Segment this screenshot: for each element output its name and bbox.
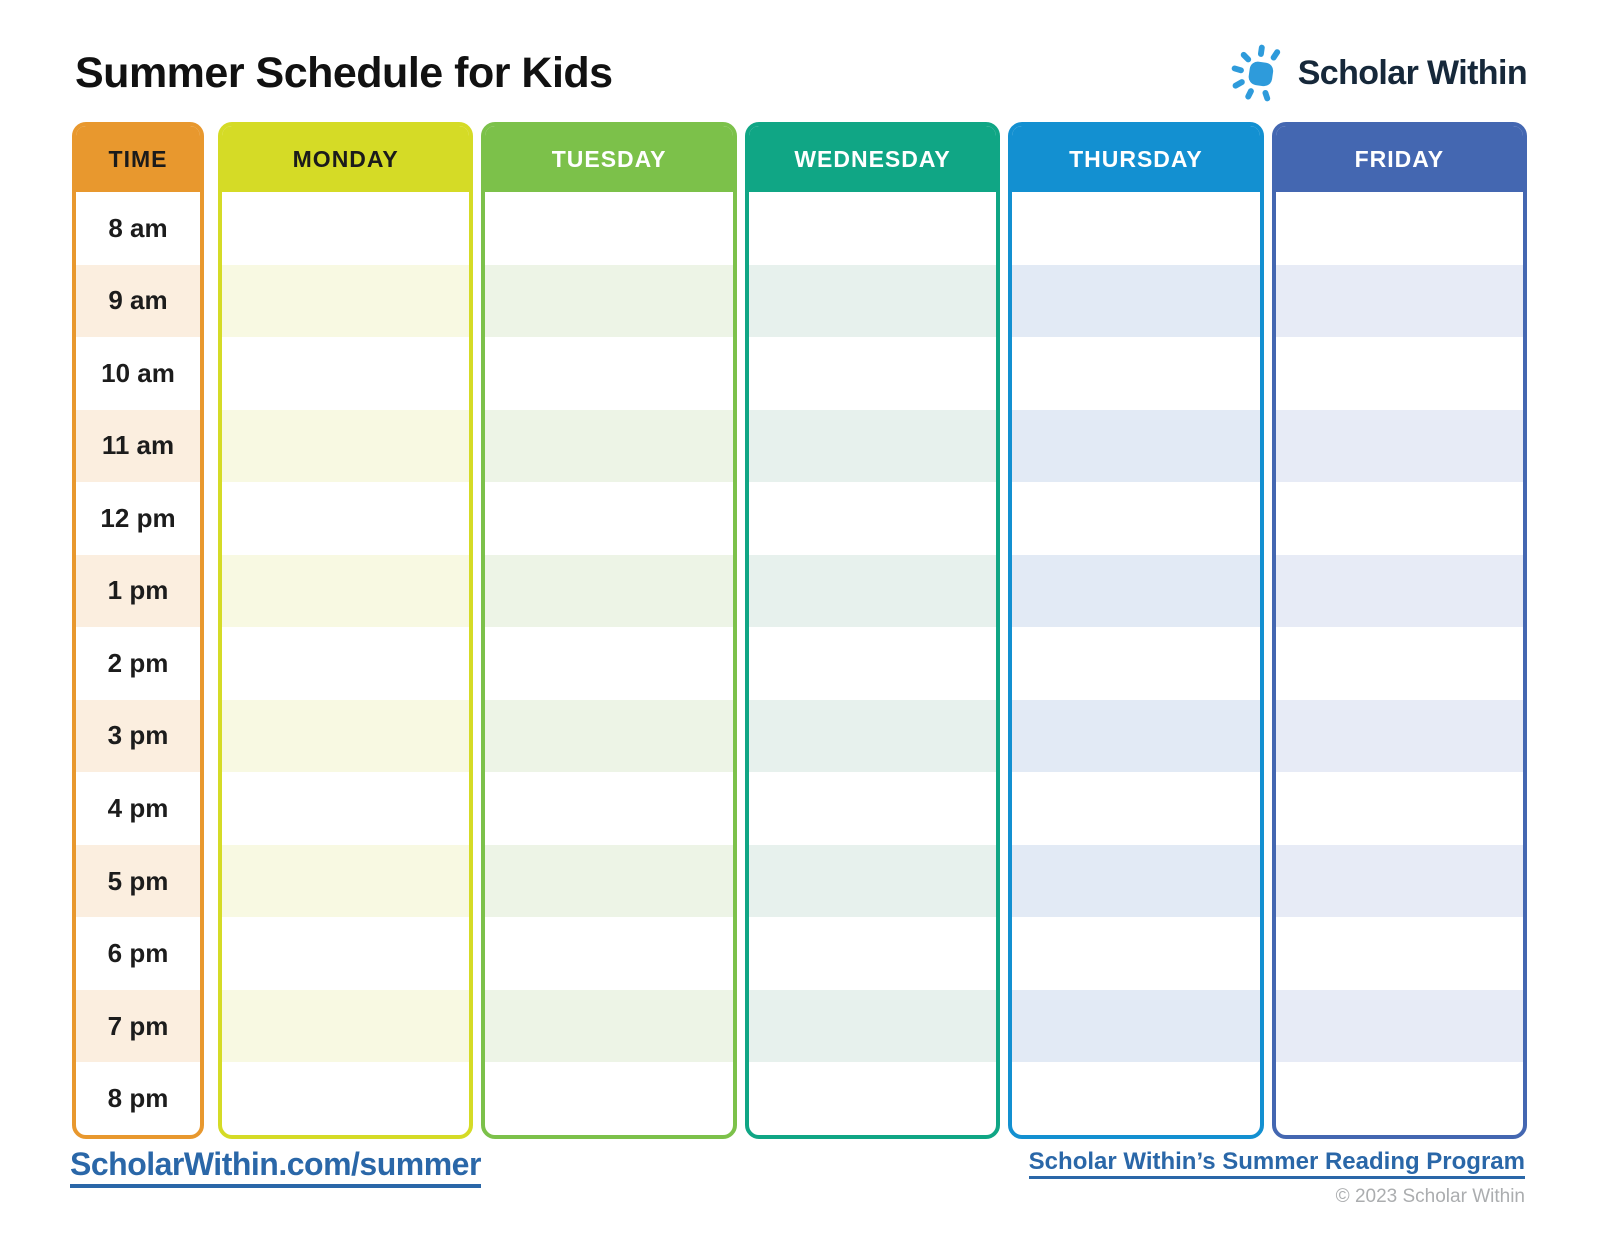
schedule-cell-tuesday-10: [485, 917, 732, 990]
schedule-cell-wednesday-4: [749, 482, 996, 555]
reading-program-link[interactable]: Scholar Within’s Summer Reading Program: [1029, 1148, 1525, 1179]
schedule-cell-thursday-4: [1012, 482, 1259, 555]
column-header-monday: MONDAY: [222, 126, 469, 192]
schedule-cell-tuesday-5: [485, 555, 732, 628]
schedule-cell-thursday-10: [1012, 917, 1259, 990]
page-title: Summer Schedule for Kids: [75, 48, 613, 97]
column-thursday: [1008, 122, 1263, 1139]
schedule-cell-thursday-2: [1012, 337, 1259, 410]
schedule-cell-wednesday-12: [749, 1062, 996, 1135]
schedule-cell-tuesday-11: [485, 990, 732, 1063]
top-bar: [75, 44, 1527, 102]
schedule-cell-wednesday-0: [749, 192, 996, 265]
column-tuesday: [481, 122, 736, 1139]
time-label-row: 8 pm: [107, 1083, 169, 1114]
schedule-cell-monday-0: [222, 192, 469, 265]
column-body-tuesday: [485, 192, 732, 1135]
time-label-row: 2 pm: [107, 647, 169, 678]
column-body-friday: [1276, 192, 1523, 1135]
schedule-cell-monday-7: [222, 700, 469, 773]
schedule-cell-monday-5: [222, 555, 469, 628]
time-label-row: 4 pm: [107, 793, 169, 824]
schedule-cell-friday-12: [1276, 1062, 1523, 1135]
schedule-cell-tuesday-8: [485, 772, 732, 845]
schedule-cell-tuesday-1: [485, 265, 732, 338]
schedule-cell-wednesday-6: [749, 627, 996, 700]
schedule-cell-wednesday-10: [749, 917, 996, 990]
sun-icon: [1231, 44, 1289, 102]
time-label-row: 5 pm: [76, 845, 200, 918]
schedule-cell-friday-0: [1276, 192, 1523, 265]
column-header-thursday: THURSDAY: [1012, 126, 1259, 192]
schedule-cell-tuesday-7: [485, 700, 732, 773]
schedule-cell-friday-6: [1276, 627, 1523, 700]
schedule-cell-friday-5: [1276, 555, 1523, 628]
schedule-cell-friday-7: [1276, 700, 1523, 773]
schedule-cell-tuesday-12: [485, 1062, 732, 1135]
brand-name: Scholar Within: [1297, 53, 1527, 92]
footer-right: [1029, 1148, 1525, 1208]
schedule-cell-thursday-0: [1012, 192, 1259, 265]
schedule-cell-thursday-9: [1012, 845, 1259, 918]
column-header-friday: FRIDAY: [1276, 126, 1523, 192]
schedule-cell-thursday-12: [1012, 1062, 1259, 1135]
schedule-cell-tuesday-4: [485, 482, 732, 555]
footer-left: [70, 1146, 481, 1183]
time-label-row: 12 pm: [100, 502, 176, 533]
schedule-cell-thursday-5: [1012, 555, 1259, 628]
time-label-row: 3 pm: [76, 700, 200, 773]
schedule-cell-wednesday-1: [749, 265, 996, 338]
schedule-cell-tuesday-6: [485, 627, 732, 700]
column-header-time: TIME: [76, 126, 200, 192]
schedule-cell-friday-1: [1276, 265, 1523, 338]
schedule-cell-friday-11: [1276, 990, 1523, 1063]
schedule-cell-thursday-11: [1012, 990, 1259, 1063]
schedule-cell-wednesday-11: [749, 990, 996, 1063]
schedule-cell-monday-3: [222, 410, 469, 483]
schedule-cell-tuesday-9: [485, 845, 732, 918]
schedule-cell-thursday-8: [1012, 772, 1259, 845]
schedule-cell-monday-8: [222, 772, 469, 845]
time-label-row: 11 am: [76, 410, 200, 483]
schedule-cell-friday-3: [1276, 410, 1523, 483]
brand-logo: [1231, 44, 1527, 102]
schedule-cell-tuesday-0: [485, 192, 732, 265]
summer-link[interactable]: ScholarWithin.com/summer: [70, 1146, 481, 1188]
time-label-row: 1 pm: [76, 555, 200, 628]
time-label-row: 10 am: [101, 357, 175, 388]
time-label-row: 7 pm: [76, 990, 200, 1063]
time-label-row: 8 am: [108, 212, 168, 243]
schedule-cell-thursday-6: [1012, 627, 1259, 700]
schedule-cell-tuesday-2: [485, 337, 732, 410]
column-friday: [1272, 122, 1527, 1139]
schedule-cell-thursday-3: [1012, 410, 1259, 483]
schedule-cell-monday-9: [222, 845, 469, 918]
schedule-cell-thursday-1: [1012, 265, 1259, 338]
schedule-cell-tuesday-3: [485, 410, 732, 483]
schedule-cell-monday-11: [222, 990, 469, 1063]
copyright-text: © 2023 Scholar Within: [1335, 1186, 1525, 1207]
schedule-cell-wednesday-7: [749, 700, 996, 773]
column-header-wednesday: WEDNESDAY: [749, 126, 996, 192]
schedule-cell-friday-4: [1276, 482, 1523, 555]
column-body-monday: [222, 192, 469, 1135]
schedule-cell-wednesday-3: [749, 410, 996, 483]
schedule-cell-monday-6: [222, 627, 469, 700]
schedule-cell-friday-10: [1276, 917, 1523, 990]
schedule-cell-monday-10: [222, 917, 469, 990]
time-label-row: 9 am: [76, 265, 200, 338]
schedule-cell-monday-2: [222, 337, 469, 410]
schedule-cell-wednesday-2: [749, 337, 996, 410]
column-body-wednesday: [749, 192, 996, 1135]
schedule-cell-wednesday-9: [749, 845, 996, 918]
schedule-cell-monday-4: [222, 482, 469, 555]
schedule-cell-thursday-7: [1012, 700, 1259, 773]
column-time: [72, 122, 204, 1139]
column-body-time: [76, 192, 200, 1135]
column-monday: [218, 122, 473, 1139]
schedule-cell-friday-2: [1276, 337, 1523, 410]
schedule-grid: [72, 122, 1527, 1139]
time-label-row: 6 pm: [107, 938, 169, 969]
schedule-cell-monday-12: [222, 1062, 469, 1135]
schedule-cell-wednesday-5: [749, 555, 996, 628]
schedule-cell-monday-1: [222, 265, 469, 338]
column-wednesday: [745, 122, 1000, 1139]
schedule-cell-friday-9: [1276, 845, 1523, 918]
column-body-thursday: [1012, 192, 1259, 1135]
schedule-cell-friday-8: [1276, 772, 1523, 845]
column-header-tuesday: TUESDAY: [485, 126, 732, 192]
schedule-cell-wednesday-8: [749, 772, 996, 845]
